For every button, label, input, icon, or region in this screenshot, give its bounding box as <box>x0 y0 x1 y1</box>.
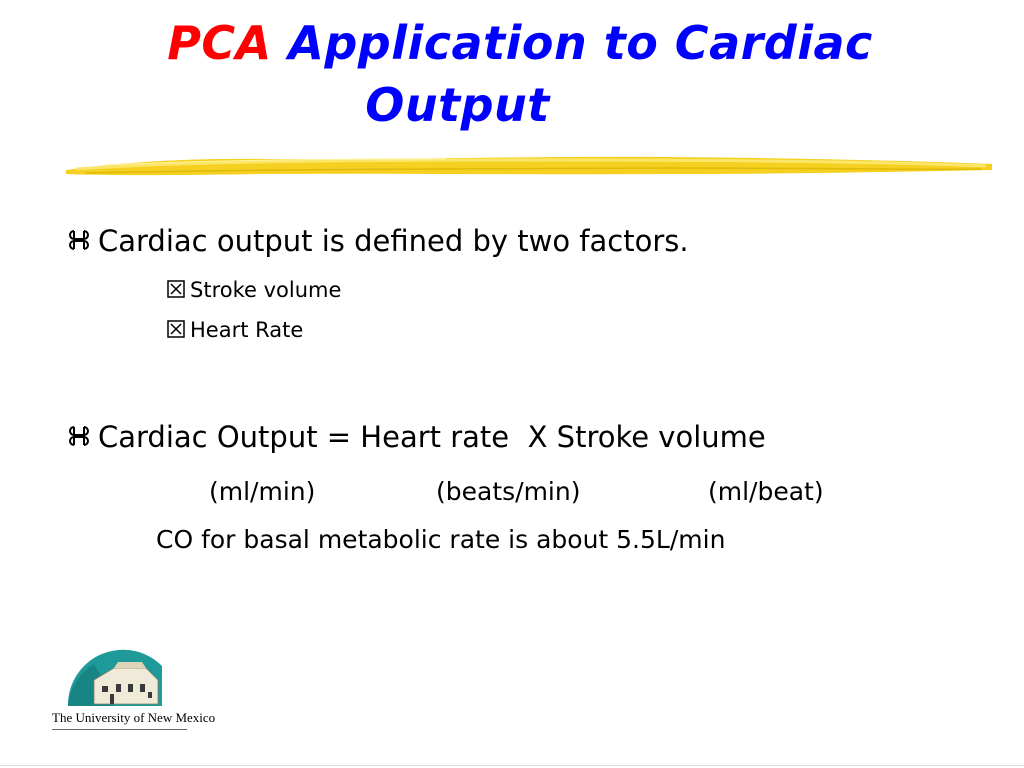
basal-rate-note: CO for basal metabolic rate is about 5.5L/min <box>156 525 726 554</box>
title-output: Output <box>365 78 550 132</box>
bullet-text: Cardiac Output = Heart rate X Stroke volume <box>98 420 766 454</box>
title-underline-stroke <box>66 148 992 184</box>
unit-ml-per-min: (ml/min) <box>209 477 316 506</box>
z-bullet-icon <box>66 227 92 253</box>
subbullet-text: Stroke volume <box>190 278 342 302</box>
subbullet-text: Heart Rate <box>190 318 304 342</box>
bottom-divider <box>0 765 1024 766</box>
z-bullet-icon <box>66 423 92 449</box>
x-box-icon <box>166 279 186 299</box>
bullet-text: Cardiac output is defined by two factors. <box>98 224 689 258</box>
subbullet-heart-rate <box>166 316 303 344</box>
bullet-cardiac-output-definition <box>66 222 689 260</box>
unit-beats-per-min: (beats/min) <box>436 477 581 506</box>
x-box-icon <box>166 319 186 339</box>
logo-caption: The University of New Mexico <box>52 710 216 725</box>
subbullet-stroke-volume <box>166 276 341 304</box>
unit-ml-per-beat: (ml/beat) <box>708 477 824 506</box>
bullet-cardiac-output-formula <box>66 418 766 456</box>
logo-rule <box>52 729 187 730</box>
title-pca: PCA <box>167 16 272 70</box>
slide-title <box>80 12 960 136</box>
title-application: Application to Cardiac <box>288 16 873 70</box>
